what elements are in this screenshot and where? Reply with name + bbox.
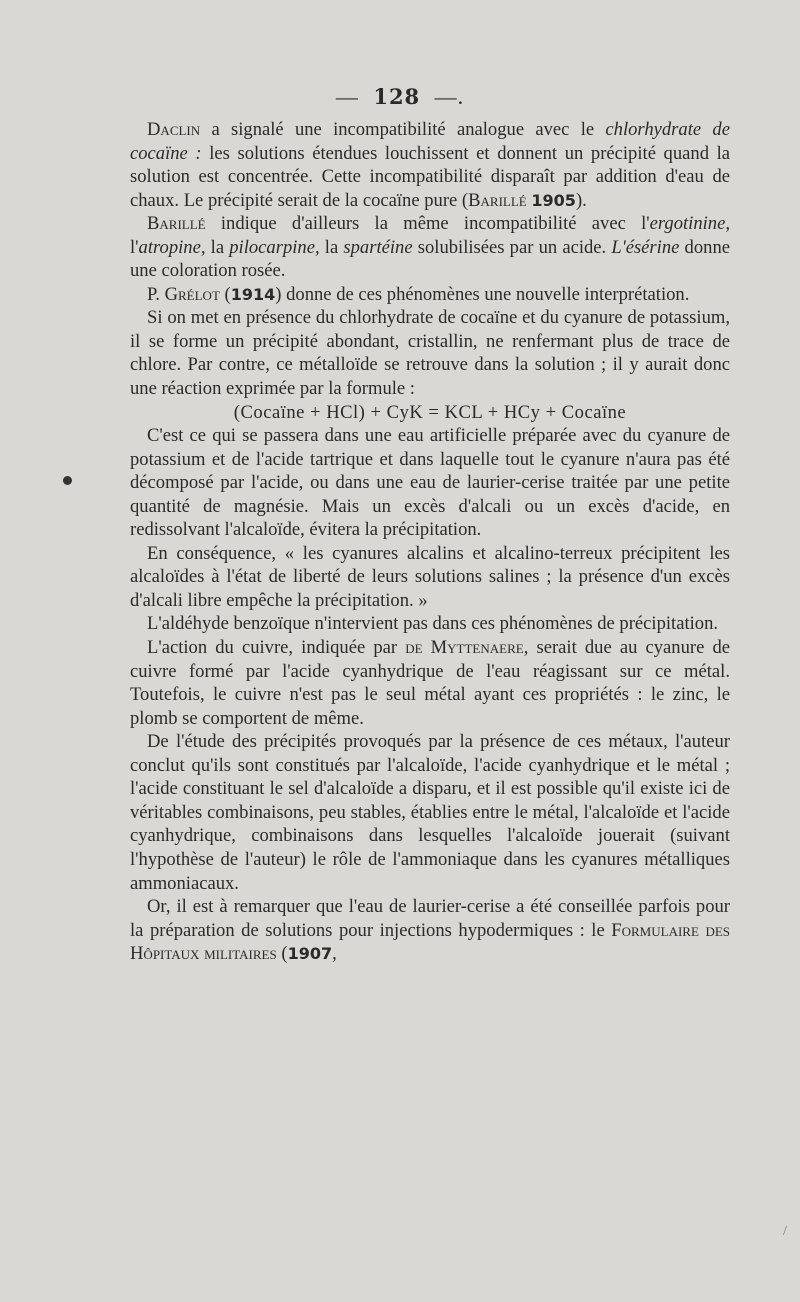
italic-term: spartéine xyxy=(343,236,413,258)
page-number: 128 xyxy=(373,84,421,109)
text-run: L'action du cuivre, indiquée par xyxy=(147,637,406,659)
paragraph-7 xyxy=(130,542,730,613)
italic-term: chlorhydrate de cocaïne : xyxy=(130,119,730,164)
author-name: de Myttenaere xyxy=(405,637,524,659)
text-run: L'aldéhyde benzoïque n'intervient pas dans ces phénomènes de précipitation. xyxy=(147,613,719,635)
paragraph-3 xyxy=(130,283,730,307)
ink-dot xyxy=(63,476,72,485)
text-run: C'est ce qui se passera dans une eau artificielle préparée avec du cyanure de potassium et de l'acide tartrique et dans laquelle tout le cyanure n'aura pas été décomposé par l'acide, ou dans une eau de laurier-cerise traitée par une petite quantité de magnésie. Mais un excès d'alcali ou un excès d'acide, en redissolvant l'alcaloïde, évitera la précipitation. xyxy=(130,425,730,541)
text-run: la xyxy=(205,236,230,258)
text-run: , xyxy=(332,943,337,965)
author-name: Daclin xyxy=(147,119,201,140)
text-run: la xyxy=(319,236,344,258)
paragraph-4 xyxy=(130,306,730,400)
paragraph-11 xyxy=(130,895,730,966)
year: 1907 xyxy=(287,944,333,964)
author-name: Barillé xyxy=(468,189,527,211)
author-name: Grélot xyxy=(164,283,220,305)
text-run: Si on met en présence du chlorhydrate de cocaïne et du cyanure de potassium, il se forme un précipité abondant, cristallin, ne renfermant plus de trace de chlore. Par contre, ce métalloïde se retrouve dans la solution ; il y aurait donc une réaction exprimée par la formule : xyxy=(130,307,730,400)
text-run: donne une coloration rosée. xyxy=(130,236,730,282)
header-dash-right: —. xyxy=(434,84,465,109)
author-name: Formulaire des Hôpitaux militaires xyxy=(130,919,730,965)
italic-term: L'ésérine xyxy=(611,236,680,258)
paragraph-1 xyxy=(130,118,730,212)
text-run: ( xyxy=(219,283,231,305)
page-header xyxy=(0,84,800,110)
text-run: En conséquence, « les cyanures alcalins et alcalino-terreux précipitent les alcaloïdes à l'état de liberté de leurs solutions salines ; la présence d'un excès d'alcali libre empêche la précipitation. » xyxy=(130,542,730,611)
text-run: ). xyxy=(575,189,587,211)
reaction-formula: (Cocaïne + HCl) + CyK = KCL + HCy + Cocaïne xyxy=(233,401,627,423)
body-text xyxy=(130,118,730,966)
paragraph-10 xyxy=(130,730,730,895)
text-run: indique d'ailleurs la même incompatibilité avec l' xyxy=(205,213,650,235)
text-run: , serait due au cyanure de cuivre formé par l'acide cyanhydrique de l'eau réagissant sur ce métal. Toutefois, le cuivre n'est pas le seul métal ayant ces propriétés : le zinc, le plomb se comportent de même. xyxy=(130,637,730,729)
text-run: l' xyxy=(130,236,139,258)
paragraph-9 xyxy=(130,636,730,730)
text-run: solubilisées par un acide. xyxy=(412,236,612,258)
text-run: P. xyxy=(147,283,165,305)
italic-term: pilocarpine, xyxy=(229,236,320,258)
paragraph-6 xyxy=(130,424,730,542)
paragraph-8 xyxy=(130,612,730,636)
text-run: ( xyxy=(276,943,288,965)
year: 1914 xyxy=(230,284,276,304)
italic-term: atropine, xyxy=(138,236,206,258)
italic-term: ergotinine, xyxy=(649,213,730,235)
margin-mark: / xyxy=(783,1224,787,1239)
text-run: les solutions étendues louchissent et donnent un précipité quand la solution est concentrée. Cette incompatibilité disparaît par addition d'eau de chaux. Le précipité serait de la cocaïne pure ( xyxy=(130,142,731,211)
text-run: Or, il est à remarquer que l'eau de laurier-cerise a été conseillée parfois pour la préparation de solutions pour injections hypodermiques : le xyxy=(130,896,730,941)
author-name: Barillé xyxy=(147,213,206,235)
text-run: a signalé une incompatibilité analogue avec le xyxy=(200,119,606,140)
header-dash-left: — xyxy=(335,84,359,109)
paragraph-2 xyxy=(130,212,730,283)
year: 1905 xyxy=(531,190,576,210)
text-run: De l'étude des précipités provoqués par la présence de ces métaux, l'auteur conclut qu'ils sont constitués par l'alcaloïde, l'acide cyanhydrique et le métal ; l'acide constituant le sel d'alcaloïde a disparu, et il est possible qu'il existe ici de véritables combinaisons, peu stables, établies entre le métal, l'alcaloïde et l'acide cyanhydrique, combinaisons dans lesquelles l'alcaloïde jouerait (suivant l'hypothèse de l'auteur) le rôle de l'ammoniaque dans les cyanures métalliques ammoniacaux. xyxy=(130,731,730,894)
text-run: ) donne de ces phénomènes une nouvelle interprétation. xyxy=(275,283,690,305)
